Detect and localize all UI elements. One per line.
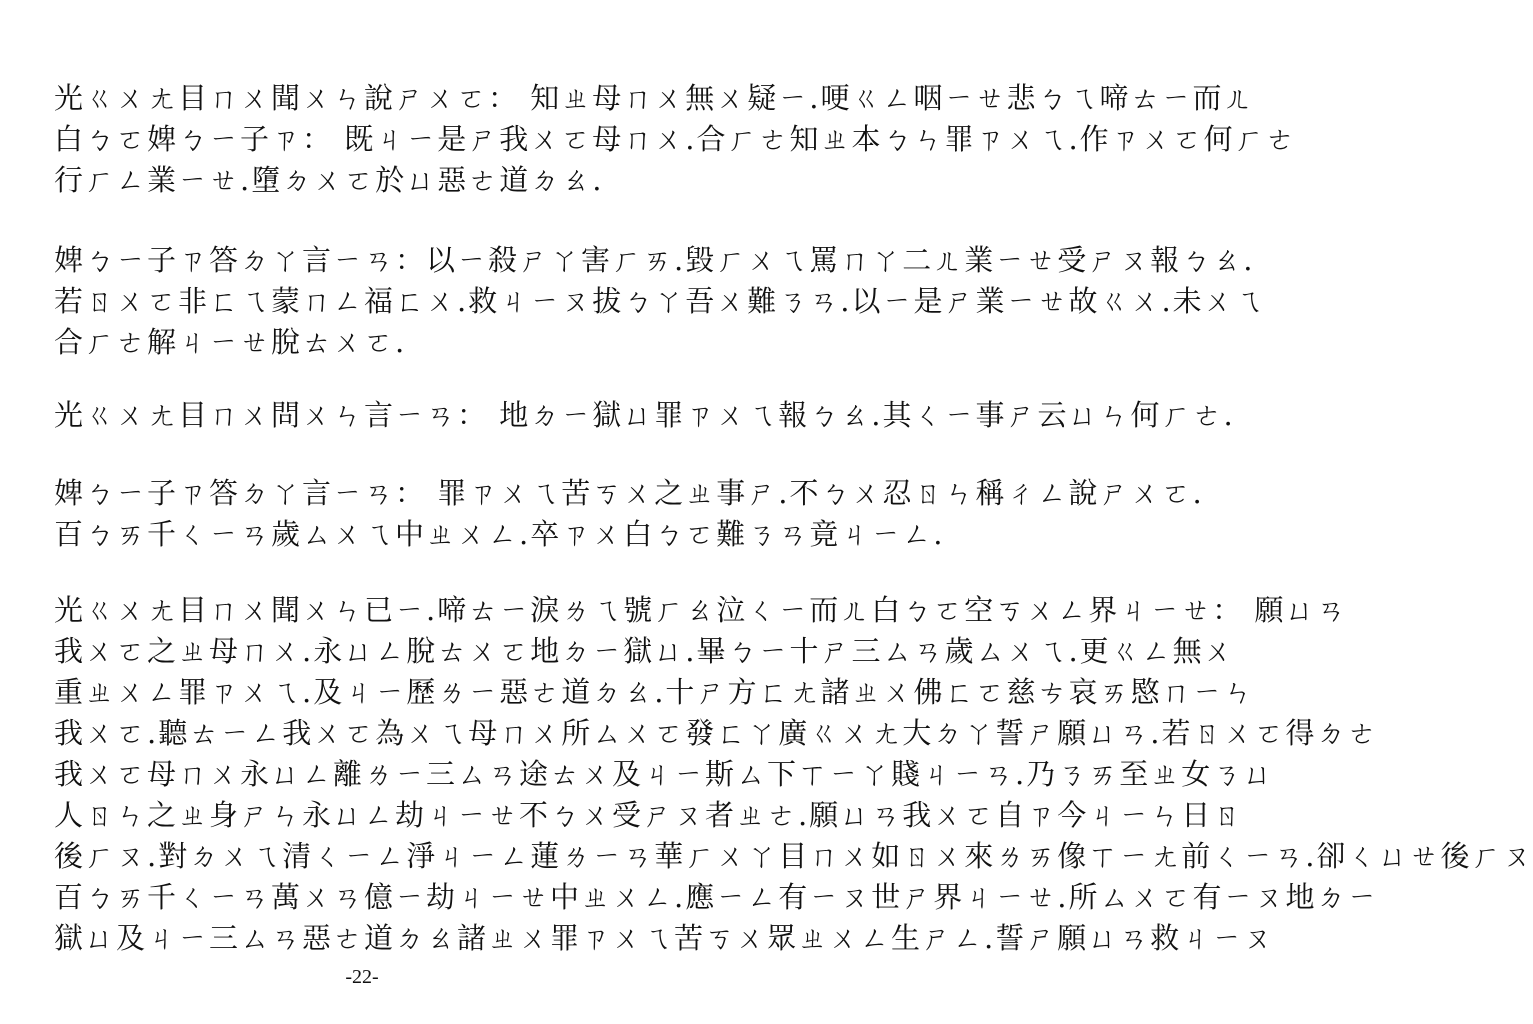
text-line: 重ㄓㄨㄥ罪ㄗㄨㄟ.及ㄐㄧ歷ㄌㄧ惡ㄜ道ㄉㄠ.十ㄕ方ㄈㄤ諸ㄓㄨ佛ㄈㄛ慈ㄘ哀ㄞ愍ㄇㄧㄣ: [54, 675, 1255, 709]
text-line: 婢ㄅㄧ子ㄗ答ㄉㄚ言ㄧㄢ：以ㄧ殺ㄕㄚ害ㄏㄞ.毀ㄏㄨㄟ罵ㄇㄚ二ㄦ業ㄧㄝ受ㄕㄡ報ㄅㄠ.: [54, 243, 1255, 277]
paragraph-4: [54, 473, 1204, 555]
text-line: 人ㄖㄣ之ㄓ身ㄕㄣ永ㄩㄥ劫ㄐㄧㄝ不ㄅㄨ受ㄕㄡ者ㄓㄜ.願ㄩㄢ我ㄨㄛ自ㄗ今ㄐㄧㄣ日ㄖ: [54, 798, 1244, 832]
text-line: 行ㄏㄥ業ㄧㄝ.墮ㄉㄨㄛ於ㄩ惡ㄜ道ㄉㄠ.: [54, 163, 604, 197]
text-line: 婢ㄅㄧ子ㄗ答ㄉㄚ言ㄧㄢ： 罪ㄗㄨㄟ苦ㄎㄨ之ㄓ事ㄕ.不ㄅㄨ忍ㄖㄣ稱ㄔㄥ說ㄕㄨㄛ.: [54, 476, 1204, 510]
text-line: 後ㄏㄡ.對ㄉㄨㄟ清ㄑㄧㄥ淨ㄐㄧㄥ蓮ㄌㄧㄢ華ㄏㄨㄚ目ㄇㄨ如ㄖㄨ來ㄌㄞ像ㄒㄧㄤ前ㄑㄧㄢ.卻ㄑㄩㄝ後ㄏㄡ: [54, 839, 1533, 873]
paragraph-5: [54, 590, 1533, 959]
text-line: 若ㄖㄨㄛ非ㄈㄟ蒙ㄇㄥ福ㄈㄨ.救ㄐㄧㄡ拔ㄅㄚ吾ㄨ難ㄋㄢ.以ㄧ是ㄕ業ㄧㄝ故ㄍㄨ.未ㄨㄟ: [54, 284, 1266, 318]
text-line: 獄ㄩ及ㄐㄧ三ㄙㄢ惡ㄜ道ㄉㄠ諸ㄓㄨ罪ㄗㄨㄟ苦ㄎㄨ眾ㄓㄨㄥ生ㄕㄥ.誓ㄕ願ㄩㄢ救ㄐㄧㄡ: [54, 921, 1275, 955]
page-number: -22-: [345, 966, 379, 988]
text-line: 光ㄍㄨㄤ目ㄇㄨ聞ㄨㄣ說ㄕㄨㄛ： 知ㄓ母ㄇㄨ無ㄨ疑ㄧ.哽ㄍㄥ咽ㄧㄝ悲ㄅㄟ啼ㄊㄧ而ㄦ: [54, 81, 1255, 115]
paragraph-2: [54, 240, 1266, 363]
text-line: 百ㄅㄞ千ㄑㄧㄢ萬ㄨㄢ億ㄧ劫ㄐㄧㄝ中ㄓㄨㄥ.應ㄧㄥ有ㄧㄡ世ㄕ界ㄐㄧㄝ.所ㄙㄨㄛ有ㄧㄡ地ㄉㄧ: [54, 880, 1379, 914]
text-line: 百ㄅㄞ千ㄑㄧㄢ歲ㄙㄨㄟ中ㄓㄨㄥ.卒ㄗㄨ白ㄅㄛ難ㄋㄢ竟ㄐㄧㄥ.: [54, 517, 945, 551]
text-line: 我ㄨㄛ之ㄓ母ㄇㄨ.永ㄩㄥ脫ㄊㄨㄛ地ㄉㄧ獄ㄩ.畢ㄅㄧ十ㄕ三ㄙㄢ歲ㄙㄨㄟ.更ㄍㄥ無ㄨ: [54, 634, 1235, 668]
text-line: 光ㄍㄨㄤ目ㄇㄨ問ㄨㄣ言ㄧㄢ： 地ㄉㄧ獄ㄩ罪ㄗㄨㄟ報ㄅㄠ.其ㄑㄧ事ㄕ云ㄩㄣ何ㄏㄜ.: [54, 398, 1235, 432]
paragraph-3: [54, 395, 1235, 436]
text-line: 光ㄍㄨㄤ目ㄇㄨ聞ㄨㄣ已ㄧ.啼ㄊㄧ淚ㄌㄟ號ㄏㄠ泣ㄑㄧ而ㄦ白ㄅㄛ空ㄎㄨㄥ界ㄐㄧㄝ： 願ㄩㄢ: [54, 593, 1348, 627]
paragraph-1: [54, 78, 1297, 201]
text-line: 我ㄨㄛ.聽ㄊㄧㄥ我ㄨㄛ為ㄨㄟ母ㄇㄨ所ㄙㄨㄛ發ㄈㄚ廣ㄍㄨㄤ大ㄉㄚ誓ㄕ願ㄩㄢ.若ㄖㄨㄛ得ㄉㄜ: [54, 716, 1379, 750]
text-line: 合ㄏㄜ解ㄐㄧㄝ脫ㄊㄨㄛ.: [54, 325, 407, 359]
text-line: 白ㄅㄛ婢ㄅㄧ子ㄗ： 既ㄐㄧ是ㄕ我ㄨㄛ母ㄇㄨ.合ㄏㄜ知ㄓ本ㄅㄣ罪ㄗㄨㄟ.作ㄗㄨㄛ何ㄏㄜ: [54, 122, 1297, 156]
text-line: 我ㄨㄛ母ㄇㄨ永ㄩㄥ離ㄌㄧ三ㄙㄢ途ㄊㄨ及ㄐㄧ斯ㄙ下ㄒㄧㄚ賤ㄐㄧㄢ.乃ㄋㄞ至ㄓ女ㄋㄩ: [54, 757, 1275, 791]
